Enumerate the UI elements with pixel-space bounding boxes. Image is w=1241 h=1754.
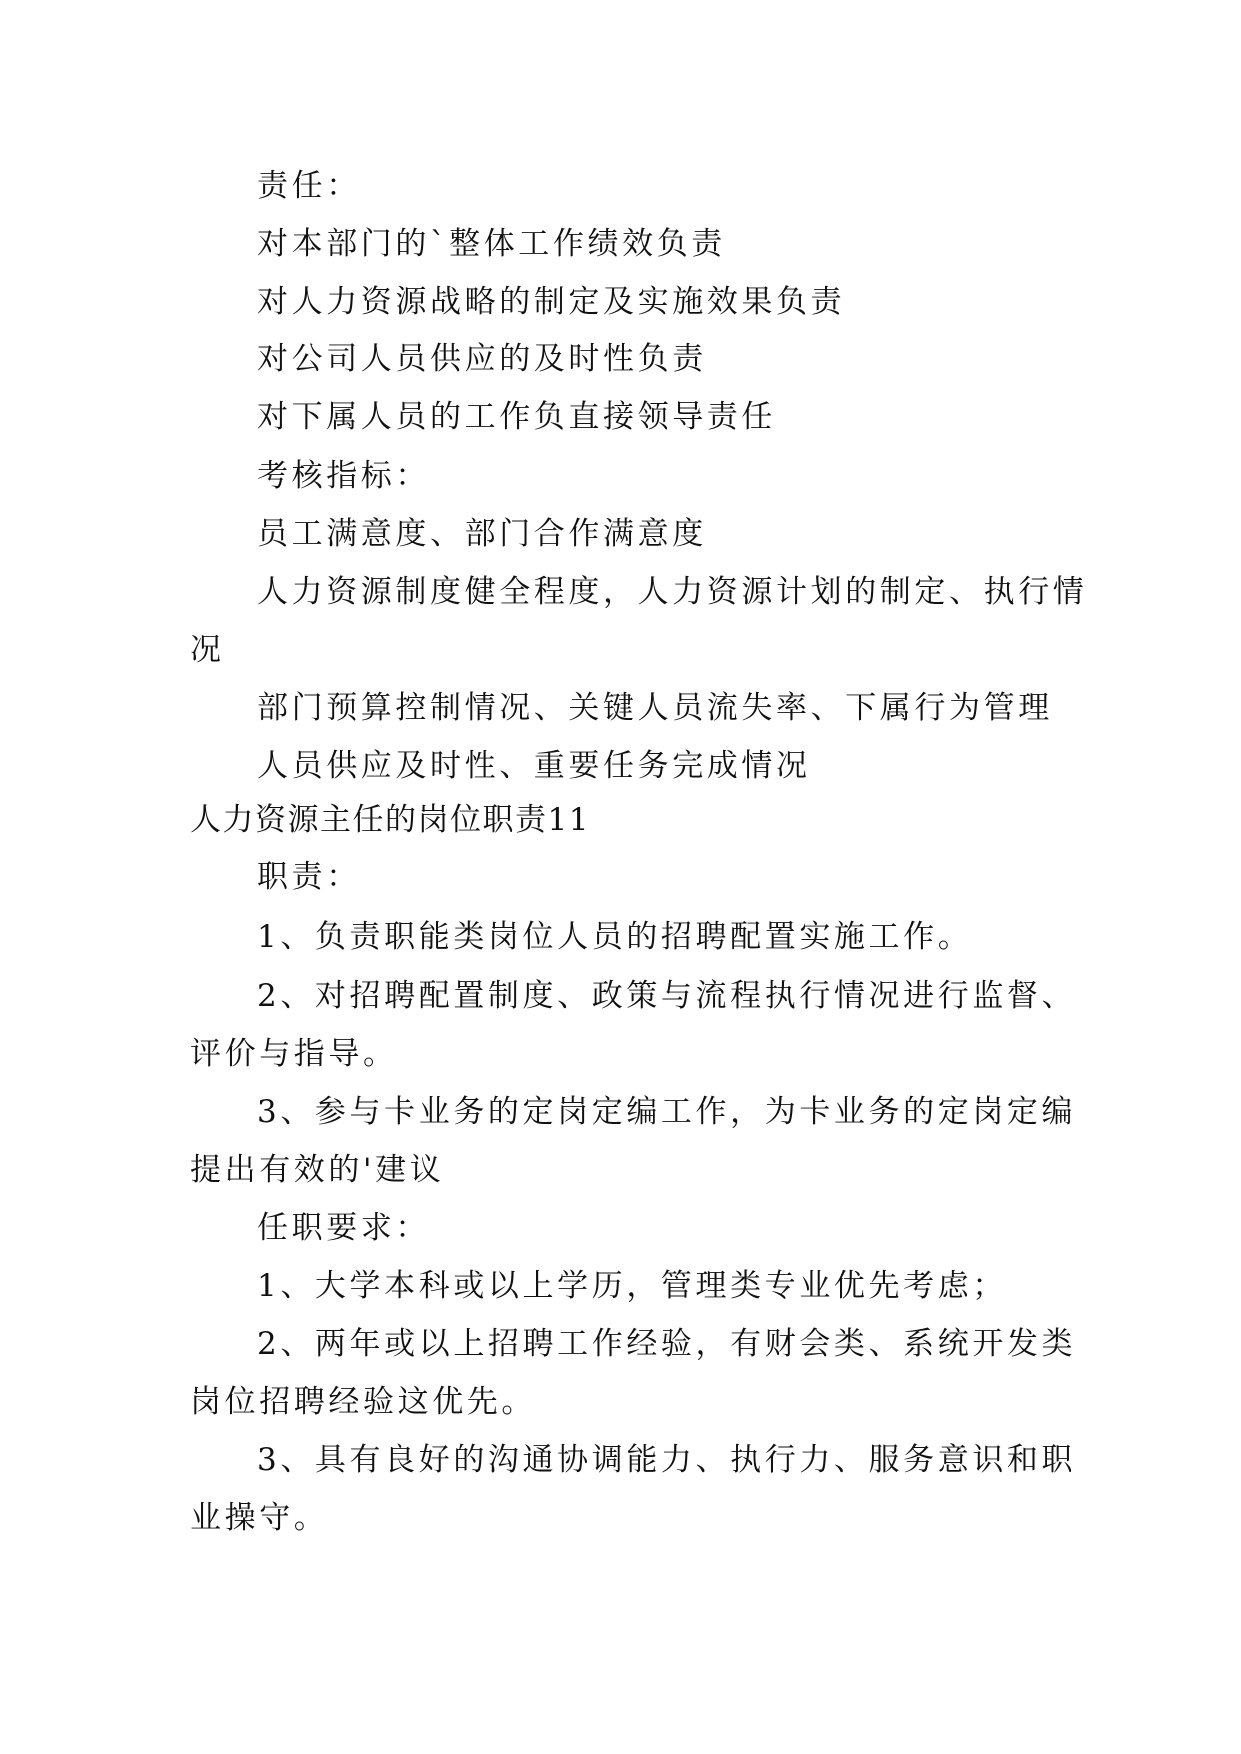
text-line: 人员供应及时性、重要任务完成情况 <box>257 748 811 784</box>
text-line: 3、参与卡业务的定岗定编工作，为卡业务的定岗定编 <box>257 1094 1077 1130</box>
text-line: 人力资源制度健全程度，人力资源计划的制定、执行情 <box>257 574 1088 610</box>
section-heading: 人力资源主任的岗位职责11 <box>190 802 590 838</box>
text-line: 提出有效的'建议 <box>190 1152 445 1188</box>
text-line: 对人力资源战略的制定及实施效果负责 <box>257 284 846 320</box>
text-line: 2、两年或以上招聘工作经验，有财会类、系统开发类 <box>257 1326 1077 1362</box>
text-line: 业操守。 <box>190 1500 329 1536</box>
text-line: 部门预算控制情况、关键人员流失率、下属行为管理 <box>257 690 1053 726</box>
text-line: 1、负责职能类岗位人员的招聘配置实施工作。 <box>257 919 973 955</box>
section-label-responsibility: 责任： <box>257 168 361 204</box>
text-line: 对下属人员的工作负直接领导责任 <box>257 399 776 435</box>
text-line: 员工满意度、部门合作满意度 <box>257 516 707 552</box>
section-label-assessment: 考核指标： <box>257 458 430 494</box>
text-line: 2、对招聘配置制度、政策与流程执行情况进行监督、 <box>257 978 1077 1014</box>
text-line: 1、大学本科或以上学历，管理类专业优先考虑； <box>257 1268 1007 1304</box>
text-line: 对本部门的`整体工作绩效负责 <box>257 226 726 262</box>
text-line: 3、具有良好的沟通协调能力、执行力、服务意识和职 <box>257 1442 1077 1478</box>
section-label-requirements: 任职要求： <box>257 1210 430 1246</box>
text-line: 况 <box>190 632 225 668</box>
text-line: 评价与指导。 <box>190 1036 398 1072</box>
section-label-duties: 职责： <box>257 859 361 895</box>
text-line: 对公司人员供应的及时性负责 <box>257 341 707 377</box>
text-line: 岗位招聘经验这优先。 <box>190 1384 536 1420</box>
